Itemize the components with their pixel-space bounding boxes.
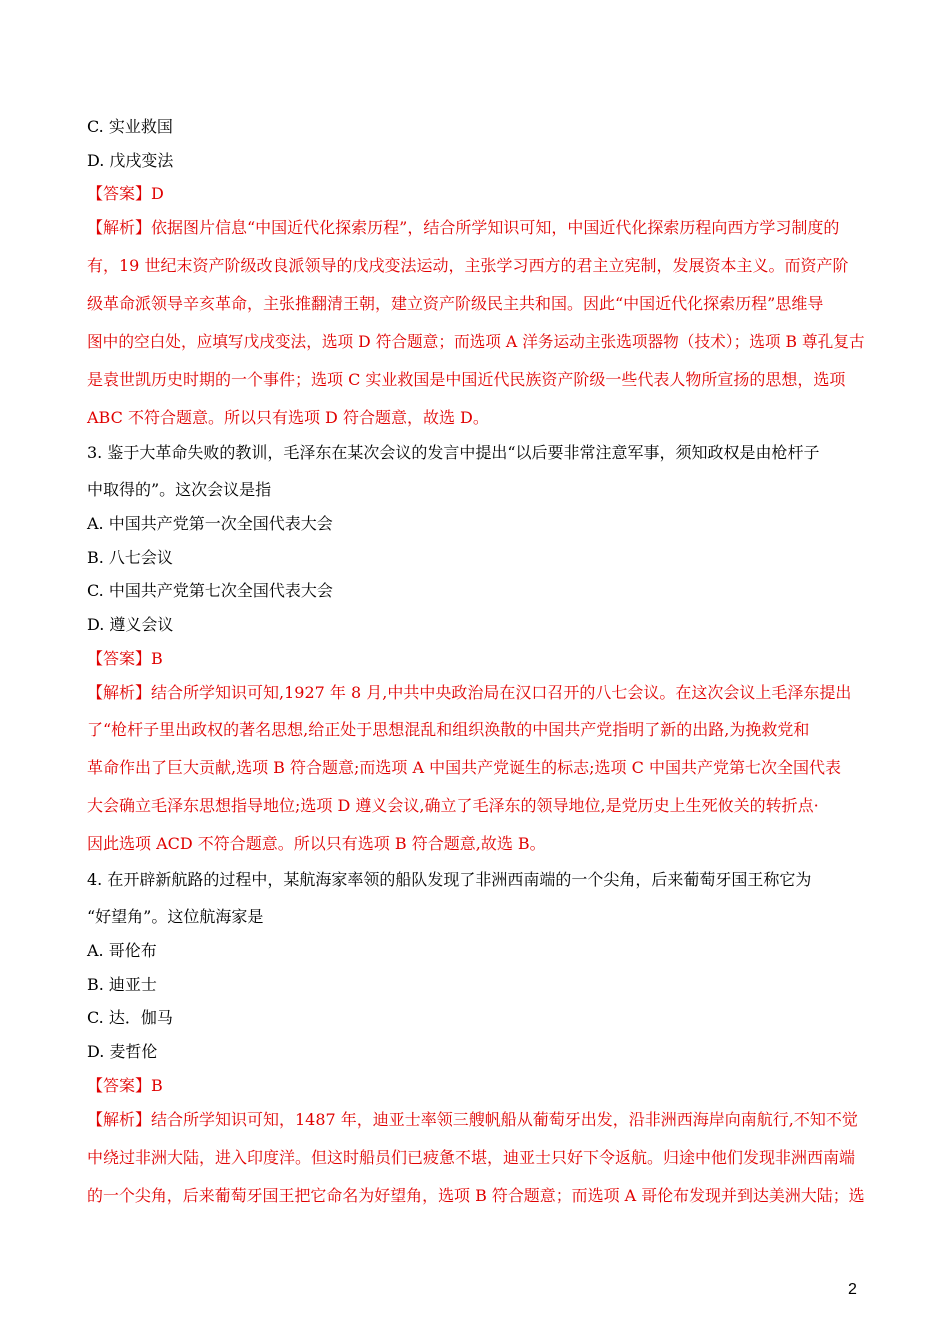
q3-option-c: C. 中国共产党第七次全国代表大会: [87, 581, 333, 600]
q3-analysis-line: 了“枪杆子里出政权的著名思想,给正处于思想混乱和组织涣散的中国共产党指明了新的出路,为挽救党和: [87, 720, 810, 739]
page-number: 2: [848, 1281, 857, 1298]
q3-option-a: A. 中国共产党第一次全国代表大会: [87, 514, 333, 533]
q4-analysis-line: 中绕过非洲大陆，进入印度洋。但这时船员们已疲惫不堪，迪亚士只好下令返航。归途中他们发现非洲西南端: [87, 1148, 856, 1167]
q4-option-d: D. 麦哲伦: [87, 1042, 158, 1061]
q2-analysis-line: 图中的空白处，应填写戊戌变法，选项 D 符合题意；而选项 A 洋务运动主张选项器物（技术）；选项 B 尊孔复古: [87, 332, 865, 351]
q3-analysis-line: 大会确立毛泽东思想指导地位;选项 D 遵义会议,确立了毛泽东的领导地位,是党历史上生死攸关的转折点·: [87, 796, 819, 815]
q3-option-d: D. 遵义会议: [87, 615, 174, 634]
q3-stem-line: 3. 鉴于大革命失败的教训，毛泽东在某次会议的发言中提出“以后要非常注意军事，须知政权是由枪杆子: [87, 443, 820, 462]
q2-analysis-line: 【解析】依据图片信息“中国近代化探索历程”，结合所学知识可知，中国近代化探索历程向西方学习制度的: [87, 218, 840, 237]
q3-stem-line: 中取得的”。这次会议是指: [87, 480, 272, 499]
q3-answer: 【答案】B: [87, 649, 163, 668]
q2-analysis-line: ABC 不符合题意。所以只有选项 D 符合题意，故选 D。: [87, 408, 489, 427]
q4-analysis-line: 的一个尖角，后来葡萄牙国王把它命名为好望角，选项 B 符合题意；而选项 A 哥伦布发现并到达美洲大陆；选: [87, 1186, 865, 1205]
q4-option-c: C. 达．伽马: [87, 1008, 173, 1027]
q4-option-b: B. 迪亚士: [87, 975, 157, 994]
q4-stem-line: 4. 在开辟新航路的过程中，某航海家率领的船队发现了非洲西南端的一个尖角，后来葡萄牙国王称它为: [87, 870, 812, 889]
q3-analysis-line: 因此选项 ACD 不符合题意。所以只有选项 B 符合题意,故选 B。: [87, 834, 546, 853]
q3-analysis-line: 【解析】结合所学知识可知,1927 年 8 月,中共中央政治局在汉口召开的八七会议。在这次会议上毛泽东提出: [87, 683, 852, 702]
q2-option-d: D. 戊戌变法: [87, 151, 174, 170]
q4-option-a: A. 哥伦布: [87, 941, 157, 960]
q4-answer: 【答案】B: [87, 1076, 163, 1095]
q2-option-c: C. 实业救国: [87, 117, 173, 136]
q4-analysis-line: 【解析】结合所学知识可知，1487 年，迪亚士率领三艘帆船从葡萄牙出发，沿非洲西海岸向南航行,不知不觉: [87, 1110, 858, 1129]
q3-option-b: B. 八七会议: [87, 548, 173, 567]
q3-analysis-line: 革命作出了巨大贡献,选项 B 符合题意;而选项 A 中国共产党诞生的标志;选项 C 中国共产党第七次全国代表: [87, 758, 841, 777]
q2-analysis-line: 级革命派领导辛亥革命，主张推翻清王朝，建立资产阶级民主共和国。因此“中国近代化探索历程”思维导: [87, 294, 824, 313]
q4-stem-line: “好望角”。这位航海家是: [87, 907, 264, 926]
q2-analysis-line: 有，19 世纪末资产阶级改良派领导的戊戌变法运动，主张学习西方的君主立宪制，发展资本主义。而资产阶: [87, 256, 849, 275]
q2-analysis-line: 是袁世凯历史时期的一个事件；选项 C 实业救国是中国近代民族资产阶级一些代表人物所宣扬的思想，选项: [87, 370, 846, 389]
q2-answer: 【答案】D: [87, 184, 164, 203]
